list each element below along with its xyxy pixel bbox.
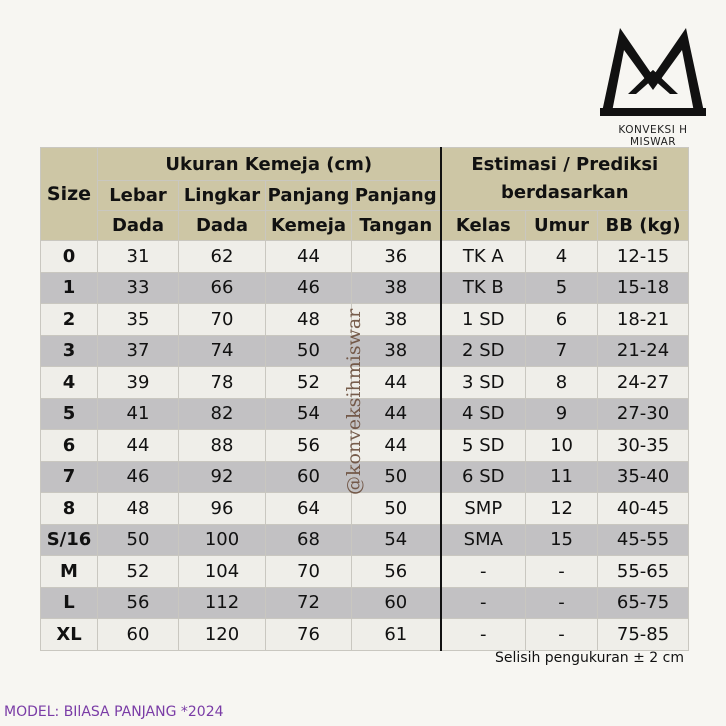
cell-panjang-tangan: 38 (352, 272, 441, 304)
cell-lebar-dada: 31 (98, 241, 179, 273)
cell-umur: 8 (526, 367, 598, 399)
brand-text: KONVEKSI H MISWAR (618, 124, 688, 148)
cell-panjang-kemeja: 50 (266, 335, 352, 367)
cell-lingkar-dada: 66 (179, 272, 266, 304)
cell-lingkar-dada: 70 (179, 304, 266, 336)
cell-umur: 9 (526, 398, 598, 430)
cell-panjang-tangan: 44 (352, 367, 441, 399)
cell-panjang-tangan: 61 (352, 619, 441, 651)
cell-kelas: 3 SD (441, 367, 526, 399)
cell-umur: - (526, 619, 598, 651)
cell-bb: 75-85 (598, 619, 689, 651)
cell-lingkar-dada: 112 (179, 587, 266, 619)
cell-size: 4 (41, 367, 98, 399)
table-row (41, 524, 689, 556)
cell-panjang-tangan: 38 (352, 335, 441, 367)
cell-panjang-kemeja: 56 (266, 430, 352, 462)
cell-kelas: - (441, 619, 526, 651)
header-umur: Umur (526, 211, 598, 241)
cell-lingkar-dada: 100 (179, 524, 266, 556)
cell-size: 6 (41, 430, 98, 462)
header-size: Size (41, 148, 98, 241)
cell-panjang-kemeja: 52 (266, 367, 352, 399)
cell-lingkar-dada: 74 (179, 335, 266, 367)
cell-kelas: - (441, 556, 526, 588)
header-bb: BB (kg) (598, 211, 689, 241)
header-estimate-line1: Estimasi / Prediksi (471, 154, 659, 175)
cell-umur: 6 (526, 304, 598, 336)
cell-panjang-kemeja: 70 (266, 556, 352, 588)
cell-size: 5 (41, 398, 98, 430)
cell-bb: 65-75 (598, 587, 689, 619)
table-row (41, 556, 689, 588)
cell-umur: 7 (526, 335, 598, 367)
cell-kelas: - (441, 587, 526, 619)
cell-size: S/16 (41, 524, 98, 556)
table-header (41, 148, 689, 241)
cell-umur: - (526, 556, 598, 588)
cell-lebar-dada: 39 (98, 367, 179, 399)
cell-panjang-kemeja: 44 (266, 241, 352, 273)
header-estimate-group (441, 148, 689, 211)
cell-bb: 12-15 (598, 241, 689, 273)
cell-size: 2 (41, 304, 98, 336)
cell-bb: 35-40 (598, 461, 689, 493)
header-kelas: Kelas (441, 211, 526, 241)
cell-bb: 45-55 (598, 524, 689, 556)
cell-panjang-kemeja: 48 (266, 304, 352, 336)
cell-panjang-tangan: 56 (352, 556, 441, 588)
cell-lebar-dada: 50 (98, 524, 179, 556)
header-lingkar-line2: Dada (179, 211, 266, 241)
cell-kelas: SMA (441, 524, 526, 556)
cell-size: 8 (41, 493, 98, 525)
cell-bb: 27-30 (598, 398, 689, 430)
cell-bb: 21-24 (598, 335, 689, 367)
table-row (41, 241, 689, 273)
cell-lebar-dada: 48 (98, 493, 179, 525)
watermark-handle: @konveksihmiswar (343, 308, 365, 495)
cell-lingkar-dada: 96 (179, 493, 266, 525)
table-row (41, 493, 689, 525)
cell-umur: 4 (526, 241, 598, 273)
cell-bb: 18-21 (598, 304, 689, 336)
cell-lebar-dada: 33 (98, 272, 179, 304)
cell-lebar-dada: 60 (98, 619, 179, 651)
cell-kelas: 4 SD (441, 398, 526, 430)
cell-lingkar-dada: 88 (179, 430, 266, 462)
cell-lingkar-dada: 104 (179, 556, 266, 588)
header-shirt-group: Ukuran Kemeja (cm) (98, 148, 441, 181)
cell-panjang-tangan: 38 (352, 304, 441, 336)
cell-panjang-tangan: 60 (352, 587, 441, 619)
cell-panjang-tangan: 50 (352, 461, 441, 493)
cell-bb: 30-35 (598, 430, 689, 462)
cell-kelas: 2 SD (441, 335, 526, 367)
cell-panjang-tangan: 50 (352, 493, 441, 525)
cell-lingkar-dada: 62 (179, 241, 266, 273)
cell-panjang-kemeja: 72 (266, 587, 352, 619)
cell-size: 0 (41, 241, 98, 273)
cell-size: 1 (41, 272, 98, 304)
cell-umur: - (526, 587, 598, 619)
cell-panjang-kemeja: 46 (266, 272, 352, 304)
cell-lebar-dada: 37 (98, 335, 179, 367)
cell-lebar-dada: 52 (98, 556, 179, 588)
header-lebar-line2: Dada (98, 211, 179, 241)
cell-size: XL (41, 619, 98, 651)
header-panjang-tangan-line2: Tangan (352, 211, 441, 241)
header-panjang-kemeja-line1: Panjang (266, 181, 352, 211)
cell-umur: 5 (526, 272, 598, 304)
header-panjang-kemeja-line2: Kemeja (266, 211, 352, 241)
cell-kelas: TK A (441, 241, 526, 273)
cell-umur: 10 (526, 430, 598, 462)
cell-panjang-kemeja: 64 (266, 493, 352, 525)
brand-logo-mark (598, 24, 708, 124)
cell-kelas: TK B (441, 272, 526, 304)
cell-lebar-dada: 46 (98, 461, 179, 493)
cell-lingkar-dada: 78 (179, 367, 266, 399)
cell-lingkar-dada: 120 (179, 619, 266, 651)
cell-panjang-kemeja: 68 (266, 524, 352, 556)
cell-kelas: 1 SD (441, 304, 526, 336)
header-estimate-line2: berdasarkan (500, 182, 629, 203)
table-row (41, 272, 689, 304)
header-panjang-tangan-line1: Panjang (352, 181, 441, 211)
cell-kelas: SMP (441, 493, 526, 525)
brand-logo (598, 24, 708, 148)
cell-lingkar-dada: 92 (179, 461, 266, 493)
table-row (41, 619, 689, 651)
cell-bb: 40-45 (598, 493, 689, 525)
cell-lingkar-dada: 82 (179, 398, 266, 430)
cell-panjang-tangan: 36 (352, 241, 441, 273)
cell-panjang-tangan: 44 (352, 430, 441, 462)
cell-size: 3 (41, 335, 98, 367)
cell-umur: 12 (526, 493, 598, 525)
header-lebar-line1: Lebar (98, 181, 179, 211)
cell-kelas: 6 SD (441, 461, 526, 493)
header-lingkar-line1: Lingkar (179, 181, 266, 211)
cell-lebar-dada: 56 (98, 587, 179, 619)
cell-panjang-kemeja: 54 (266, 398, 352, 430)
cell-panjang-kemeja: 76 (266, 619, 352, 651)
cell-size: L (41, 587, 98, 619)
cell-size: 7 (41, 461, 98, 493)
cell-bb: 24-27 (598, 367, 689, 399)
measurement-note: Selisih pengukuran ± 2 cm (495, 650, 684, 666)
cell-lebar-dada: 35 (98, 304, 179, 336)
cell-umur: 11 (526, 461, 598, 493)
cell-bb: 15-18 (598, 272, 689, 304)
cell-umur: 15 (526, 524, 598, 556)
cell-panjang-tangan: 54 (352, 524, 441, 556)
cell-kelas: 5 SD (441, 430, 526, 462)
table-row (41, 587, 689, 619)
model-label: MODEL: BIlASA PANJANG *2024 (4, 704, 224, 720)
cell-lebar-dada: 44 (98, 430, 179, 462)
cell-bb: 55-65 (598, 556, 689, 588)
cell-size: M (41, 556, 98, 588)
cell-panjang-tangan: 44 (352, 398, 441, 430)
cell-lebar-dada: 41 (98, 398, 179, 430)
cell-panjang-kemeja: 60 (266, 461, 352, 493)
